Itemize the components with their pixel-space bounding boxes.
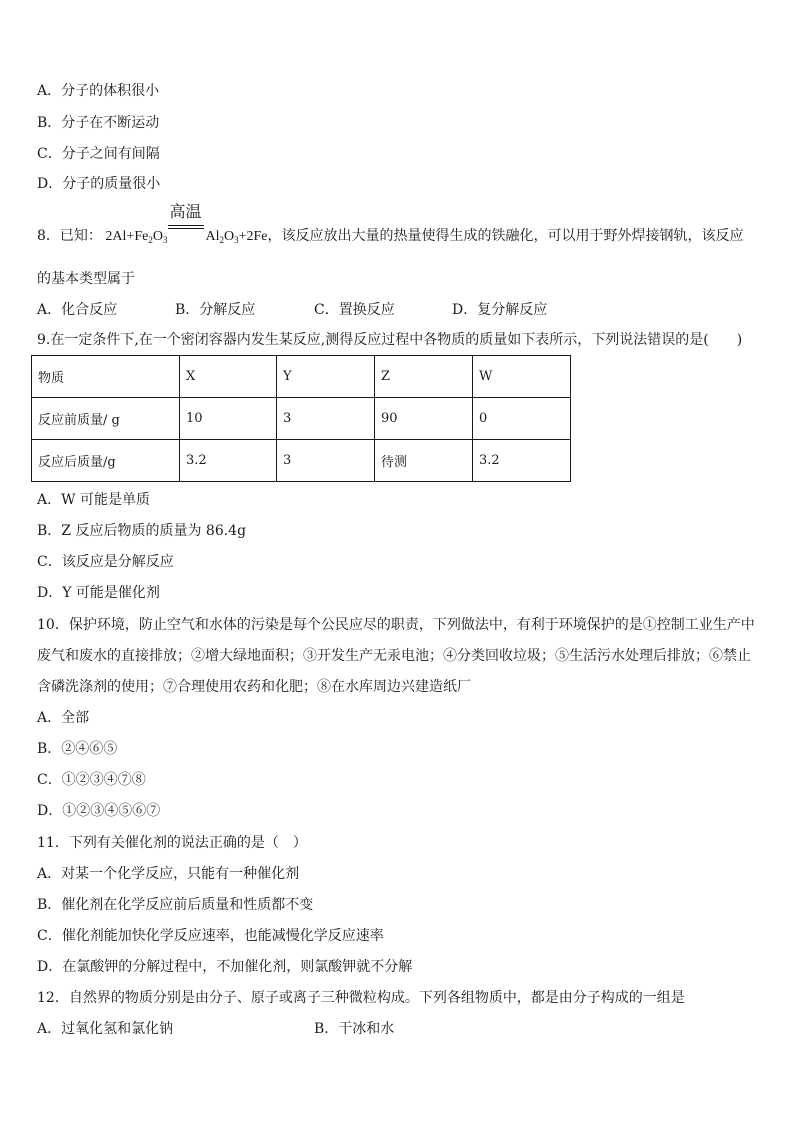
q12-option-b: B．干冰和水: [314, 1021, 395, 1037]
q8-options: [37, 300, 547, 320]
table-header-cell: X: [180, 356, 277, 398]
q8-equation: $2Al+Fe_2O_3$ 高温 $Al_2O_3+2Fe$: [101, 204, 268, 245]
q10-option-b: B．②④⑥⑤: [37, 741, 118, 757]
q8-stem-line2: 的基本类型属于: [37, 271, 135, 287]
q9-option-a: A．W 可能是单质: [37, 492, 150, 508]
q8-prefix: 8．已知：: [37, 228, 102, 244]
table-header-cell: W: [473, 356, 571, 398]
q8-equation-arrow: [168, 204, 204, 242]
q10-option-a: A．全部: [37, 710, 90, 726]
q9-option-c: C．该反应是分解反应: [37, 554, 174, 570]
table-cell: 待测: [375, 440, 473, 482]
q10-stem-line2: 废气和废水的直接排放；②增大绿地面积；③开发生产无汞电池；④分类回收垃圾；⑤生活污水处理后排放；⑥禁止: [37, 648, 751, 664]
q7-option-d: D．分子的质量很小: [37, 176, 161, 192]
q8-option-a: A．化合反应: [37, 302, 118, 318]
q7-option-a: A．分子的体积很小: [37, 83, 160, 99]
q11-stem: 11．下列有关催化剂的说法正确的是（ ）: [37, 835, 307, 851]
q12-options: [37, 1019, 394, 1039]
table-header-cell: Z: [375, 356, 473, 398]
q9-mass-table: [31, 355, 571, 482]
q8-stem: [37, 204, 744, 250]
q7-option-b: B．分子在不断运动: [37, 115, 160, 131]
table-cell: 3: [277, 398, 375, 440]
table-cell: 反应前质量/ g: [32, 398, 180, 440]
q11-option-d: D．在氯酸钾的分解过程中，不加催化剂，则氯酸钾就不分解: [37, 959, 413, 975]
table-cell: 90: [375, 398, 473, 440]
q11-option-a: A．对某一个化学反应，只能有一种催化剂: [37, 866, 300, 882]
table-cell: 3.2: [180, 440, 277, 482]
q9-stem: 9.在一定条件下,在一个密闭容器内发生某反应,测得反应过程中各物质的质量如下表所示，下列说法错误的是( ): [37, 332, 743, 348]
table-cell: 3: [277, 440, 375, 482]
table-header-cell: Y: [277, 356, 375, 398]
q9-option-d: D．Y 可能是催化剂: [37, 585, 160, 601]
q12-stem: 12．自然界的物质分别是由分子、原子或离子三种微粒构成。下列各组物质中，都是由分子构成的一组是: [37, 990, 685, 1006]
q8-stem-tail: ，该反应放出大量的热量使得生成的铁融化，可以用于野外焊接钢轨，该反应: [267, 228, 744, 244]
table-header-cell: 物质: [32, 356, 180, 398]
table-cell: 反应后质量/g: [32, 440, 180, 482]
table-row: [32, 440, 571, 482]
q8-option-d: D．复分解反应: [452, 302, 548, 318]
table-header-row: [32, 356, 571, 398]
q9-option-b: B．Z 反应后物质的质量为 86.4g: [37, 523, 247, 539]
q7-option-c: C．分子之间有间隔: [37, 146, 160, 162]
q10-option-d: D．①②③④⑤⑥⑦: [37, 803, 161, 819]
table-row: [32, 398, 571, 440]
q11-option-c: C．催化剂能加快化学反应速率，也能减慢化学反应速率: [37, 928, 384, 944]
q8-option-c: C．置换反应: [314, 302, 395, 318]
q10-stem-line3: 含磷洗涤剂的使用；⑦合理使用农药和化肥；⑧在水库周边兴建造纸厂: [37, 679, 471, 695]
q10-option-c: C．①②③④⑦⑧: [37, 772, 146, 788]
table-cell: 0: [473, 398, 571, 440]
q8-condition: 高温: [169, 204, 202, 221]
q10-stem-line1: 10．保护环境，防止空气和水体的污染是每个公民应尽的职责，下列做法中，有利于环境保护的是①控制工业生产中: [37, 617, 755, 633]
table-cell: 10: [180, 398, 277, 440]
q11-option-b: B．催化剂在化学反应前后质量和性质都不变: [37, 897, 314, 913]
q8-option-b: B．分解反应: [175, 302, 256, 318]
q12-option-a: A．过氧化氢和氯化钠: [37, 1021, 174, 1037]
table-cell: 3.2: [473, 440, 571, 482]
